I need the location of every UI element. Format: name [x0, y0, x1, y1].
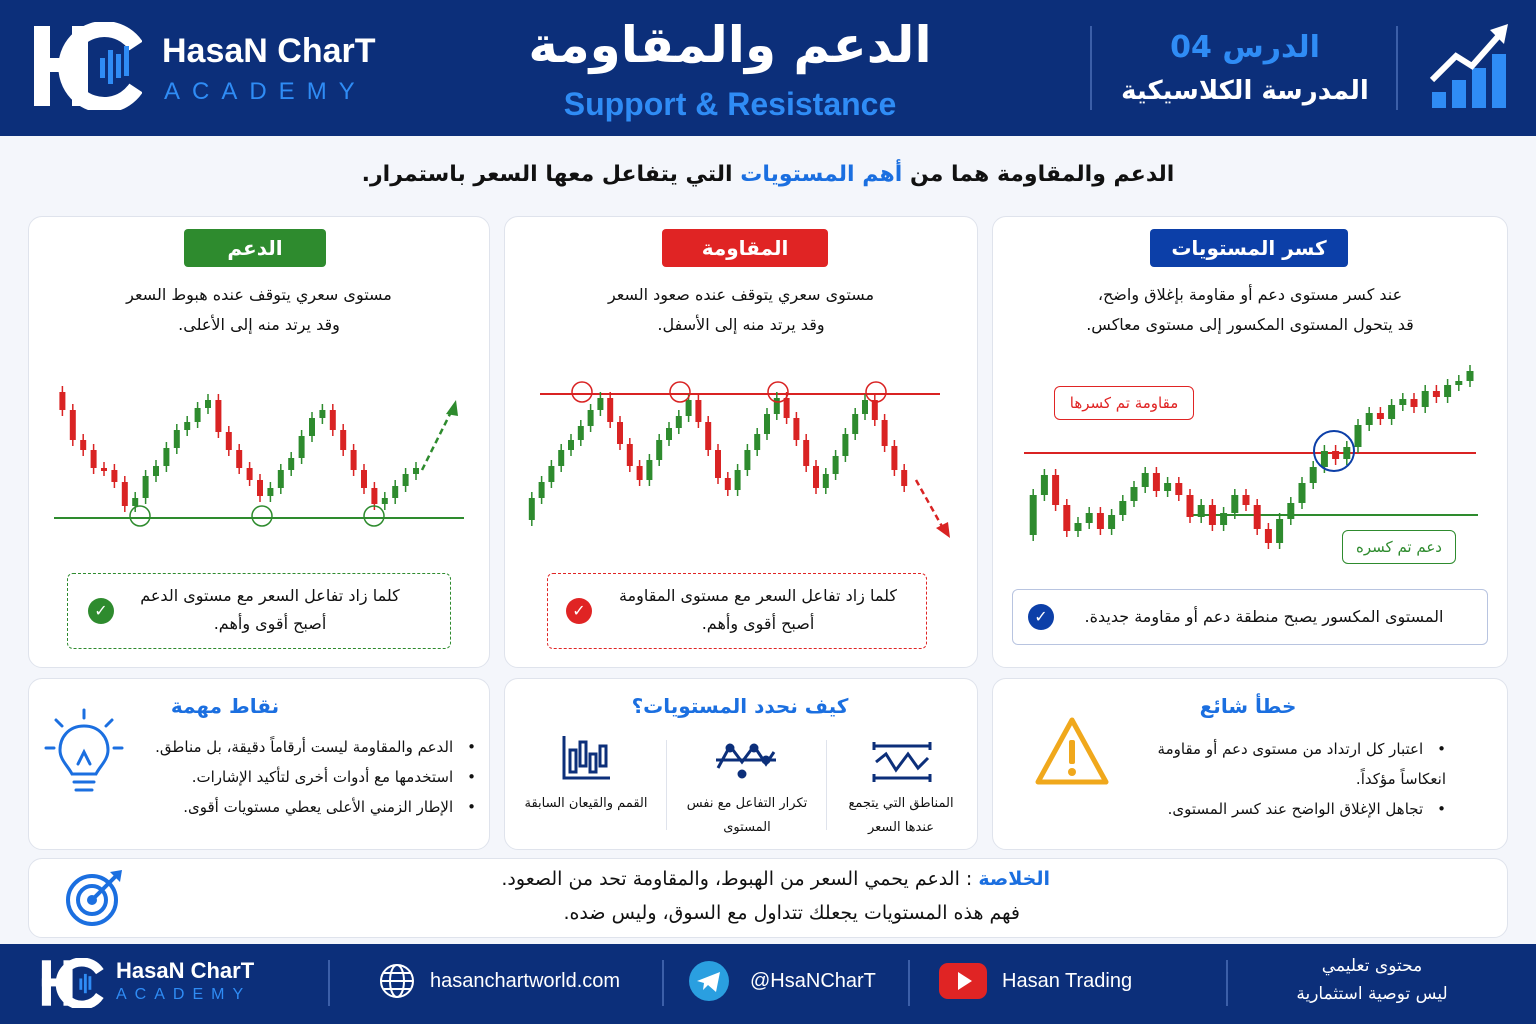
candle-body — [1063, 505, 1070, 531]
globe-icon[interactable] — [378, 962, 416, 1000]
candle-body — [382, 498, 388, 504]
common-mistake-list — [1130, 734, 1446, 824]
important-points-title: نقاط مهمة — [170, 694, 280, 718]
candle-body — [101, 468, 107, 471]
candle-body — [627, 444, 633, 466]
candle-body — [735, 470, 741, 490]
candle-body — [1355, 425, 1362, 447]
support-title: الدعم — [184, 229, 326, 267]
candle-body — [163, 448, 169, 466]
candle-body — [371, 488, 377, 504]
list-item: • الدعم والمقاومة ليست أرقاماً دقيقة، بل مناطق. — [130, 732, 476, 762]
candle-body — [744, 450, 750, 470]
candle-body — [1299, 483, 1306, 503]
candle-body — [1265, 529, 1272, 543]
bounce-arrow — [422, 410, 452, 470]
candle-body — [351, 450, 357, 470]
breakout-desc-2: قد يتحول المستوى المكسور إلى مستوى معاكس. — [1086, 315, 1414, 334]
candle-body — [361, 470, 367, 488]
candle-body — [568, 440, 574, 450]
candle-body — [1131, 487, 1138, 501]
candle-body — [617, 422, 623, 444]
column-divider — [826, 740, 827, 830]
repeated-touch-icon — [714, 738, 778, 782]
school-name: المدرسة الكلاسيكية — [1121, 76, 1369, 106]
candle-body — [1187, 495, 1194, 517]
candle-body — [1198, 505, 1205, 517]
highs-lows-icon — [560, 734, 612, 782]
candle-body — [184, 422, 190, 430]
resistance-desc-2: وقد يرتد منه إلى الأسفل. — [657, 315, 825, 334]
warning-icon — [1034, 716, 1110, 786]
candle-body — [1411, 399, 1418, 407]
resistance-desc-1: مستوى سعري يتوقف عنده صعود السعر — [607, 285, 875, 304]
summary-label: الخلاصة — [978, 868, 1050, 890]
candle-body — [413, 468, 419, 474]
candle-body — [676, 416, 682, 428]
candle-body — [111, 470, 117, 482]
broken-support-tag: دعم تم كسره — [1342, 530, 1456, 564]
candle-body — [774, 398, 780, 414]
identify-item-1-label-2: عندها السعر — [867, 820, 935, 835]
candle-body — [588, 410, 594, 426]
footer-logo-icon — [40, 958, 104, 1008]
growth-chart-icon — [1428, 22, 1512, 110]
important-points-list — [130, 732, 476, 822]
candle-body — [1310, 467, 1317, 483]
candle-body — [862, 400, 868, 414]
identify-levels-title: كيف نحدد المستويات؟ — [631, 694, 849, 718]
candle-body — [813, 466, 819, 488]
identify-item-1-label-1: المناطق التي يتجمع — [848, 796, 954, 811]
candle-body — [548, 466, 554, 482]
candle-body — [695, 400, 701, 422]
candle-body — [666, 428, 672, 440]
candle-body — [215, 400, 221, 432]
price-zone-icon — [870, 740, 934, 784]
resistance-chart — [520, 370, 960, 540]
support-chart — [50, 370, 470, 540]
summary-line-2: فهم هذه المستويات يجعلك تتداول مع السوق، وليس ضده. — [563, 902, 1020, 924]
candle-body — [226, 432, 232, 450]
candle-body — [195, 408, 201, 422]
candle-body — [1388, 405, 1395, 419]
telegram-icon[interactable] — [688, 960, 730, 1002]
header-divider — [1396, 26, 1398, 110]
candle-body — [80, 440, 86, 450]
telegram-link[interactable]: @HsaNCharT — [750, 970, 876, 992]
candle-body — [278, 470, 284, 488]
candle-body — [122, 482, 128, 506]
candle-body — [646, 460, 652, 480]
candle-body — [891, 446, 897, 470]
candle-body — [1209, 505, 1216, 525]
footer-divider — [908, 960, 910, 1006]
candle-body — [267, 488, 273, 496]
candle-body — [607, 398, 613, 422]
candle-body — [754, 434, 760, 450]
candle-body — [91, 450, 97, 468]
candle-body — [872, 400, 878, 420]
candle-body — [247, 468, 253, 480]
candle-body — [539, 482, 545, 498]
touch-circle — [866, 382, 886, 402]
intro-part2: التي يتفاعل معها السعر باستمرار. — [361, 162, 741, 187]
candle-body — [1321, 451, 1328, 467]
candle-body — [392, 486, 398, 498]
candle-body — [1030, 495, 1037, 535]
list-item: • تجاهل الإغلاق الواضح عند كسر المستوى. — [1130, 794, 1446, 824]
candle-body — [597, 398, 603, 410]
candle-body — [1175, 483, 1182, 495]
check-icon: ✓ — [566, 598, 592, 624]
breakout-title: كسر المستويات — [1150, 229, 1348, 267]
candle-body — [1433, 391, 1440, 397]
candle-body — [257, 480, 263, 496]
list-item: • اعتبار كل ارتداد من مستوى دعم أو مقاومة انعكاساً مؤكداً. — [1130, 734, 1446, 794]
candle-body — [803, 440, 809, 466]
resistance-title: المقاومة — [662, 229, 828, 267]
candle-body — [1467, 371, 1474, 381]
website-link[interactable]: hasanchartworld.com — [430, 970, 621, 992]
candle-body — [1052, 475, 1059, 505]
candle-body — [529, 498, 535, 520]
column-divider — [666, 740, 667, 830]
candle-body — [1220, 513, 1227, 525]
summary-line-1 — [200, 868, 1050, 890]
disclaimer-line-1: محتوى تعليمي — [1321, 956, 1423, 976]
candle-body — [205, 400, 211, 408]
target-icon — [64, 868, 124, 928]
intro-part1: الدعم والمقاومة هما من — [902, 162, 1175, 187]
breakout-chart — [1020, 355, 1490, 555]
candle-body — [823, 474, 829, 488]
candle-body — [330, 410, 336, 430]
arrow-head — [446, 400, 458, 416]
summary-text-1: : الدعم يحمي السعر من الهبوط، والمقاومة تحد من الصعود. — [501, 868, 979, 890]
candle-body — [1041, 475, 1048, 495]
candle-body — [715, 450, 721, 478]
candle-body — [1366, 413, 1373, 425]
candle-body — [340, 430, 346, 450]
candle-body — [236, 450, 242, 468]
candle-body — [1108, 515, 1115, 529]
candle-body — [143, 476, 149, 498]
candle-body — [153, 466, 159, 476]
touch-circle — [130, 506, 150, 526]
candle-body — [1377, 413, 1384, 419]
identify-item-2-label-2: المستوى — [723, 820, 771, 835]
intro-text — [200, 162, 1336, 187]
list-item: • الإطار الزمني الأعلى يعطي مستويات أقوى. — [130, 792, 476, 822]
candle-body — [764, 414, 770, 434]
candle-body — [1086, 513, 1093, 523]
candle-body — [558, 450, 564, 466]
check-icon: ✓ — [1028, 604, 1054, 630]
resistance-note-2: أصبح أقوى وأهم. — [701, 614, 815, 633]
candle-body — [784, 398, 790, 418]
identify-item-3-label-1: القمم والقيعان السابقة — [524, 796, 648, 811]
candle-body — [1287, 503, 1294, 519]
candle-body — [403, 474, 409, 486]
candle-body — [852, 414, 858, 434]
youtube-icon[interactable] — [938, 962, 988, 1000]
candle-body — [1119, 501, 1126, 515]
candle-body — [578, 426, 584, 440]
candle-body — [319, 410, 325, 418]
common-mistake-title: خطأ شائع — [1199, 694, 1297, 718]
candle-body — [1399, 399, 1406, 405]
candle-body — [1343, 447, 1350, 459]
candle-body — [1075, 523, 1082, 531]
lesson-number: الدرس 04 — [1170, 30, 1320, 65]
intro-highlight: أهم المستويات — [740, 162, 903, 187]
candle-body — [1243, 495, 1250, 505]
touch-circle — [252, 506, 272, 526]
candle-body — [882, 420, 888, 446]
arrow-head — [936, 522, 950, 538]
candle-body — [1332, 451, 1339, 459]
youtube-link[interactable]: Hasan Trading — [1002, 970, 1133, 992]
rejection-arrow — [916, 480, 944, 530]
candle-body — [1164, 483, 1171, 491]
candle-body — [288, 458, 294, 470]
academy-logo-icon — [32, 22, 142, 110]
footer-divider — [662, 960, 664, 1006]
candle-body — [1097, 513, 1104, 529]
footer-brand-name: HasaN CharT — [116, 958, 255, 983]
candle-body — [833, 456, 839, 474]
list-item: • استخدمها مع أدوات أخرى لتأكيد الإشارات. — [130, 762, 476, 792]
page-title-english: Support & Resistance — [563, 86, 897, 122]
footer-divider — [1226, 960, 1228, 1006]
breakout-desc-1: عند كسر مستوى دعم أو مقاومة بإغلاق واضح، — [1097, 285, 1403, 304]
broken-resistance-tag: مقاومة تم كسرها — [1054, 386, 1194, 420]
candle-body — [705, 422, 711, 450]
candle-body — [901, 470, 907, 486]
check-icon: ✓ — [88, 598, 114, 624]
brand-subtitle: ACADEMY — [164, 78, 367, 105]
support-note-2: أصبح أقوى وأهم. — [213, 614, 327, 633]
candle-body — [842, 434, 848, 456]
candle-body — [1276, 519, 1283, 543]
candle-body — [637, 466, 643, 480]
candle-body — [299, 436, 305, 458]
candle-body — [132, 498, 138, 506]
candle-body — [1231, 495, 1238, 513]
candle-body — [59, 392, 65, 410]
disclaimer-line-2: ليس توصية استثمارية — [1296, 984, 1448, 1004]
breakout-note: المستوى المكسور يصبح منطقة دعم أو مقاومة جديدة. — [1084, 607, 1444, 626]
resistance-note-1: كلما زاد تفاعل السعر مع مستوى المقاومة — [618, 586, 898, 605]
candle-body — [1153, 473, 1160, 491]
footer-brand-subtitle: ACADEMY — [116, 986, 252, 1003]
support-desc-1: مستوى سعري يتوقف عنده هبوط السعر — [126, 285, 392, 304]
support-note-1: كلما زاد تفاعل السعر مع مستوى الدعم — [140, 586, 400, 605]
candle-body — [174, 430, 180, 448]
candle-body — [725, 478, 731, 490]
support-desc-2: وقد يرتد منه إلى الأعلى. — [178, 315, 340, 334]
touch-circle — [572, 382, 592, 402]
candle-body — [309, 418, 315, 436]
candle-body — [656, 440, 662, 460]
footer-divider — [328, 960, 330, 1006]
candle-body — [1254, 505, 1261, 529]
candle-body — [1455, 381, 1462, 385]
identify-item-2-label-1: تكرار التفاعل مع نفس — [686, 796, 808, 811]
candle-body — [70, 410, 76, 440]
touch-circle — [670, 382, 690, 402]
candle-body — [1444, 385, 1451, 397]
candle-body — [1422, 391, 1429, 407]
lightbulb-icon — [44, 708, 124, 798]
candle-body — [686, 400, 692, 416]
candle-body — [1142, 473, 1149, 487]
page-title-arabic: الدعم والمقاومة — [528, 16, 932, 74]
header-divider — [1090, 26, 1092, 110]
brand-name: HasaN CharT — [162, 32, 376, 70]
candle-body — [793, 418, 799, 440]
